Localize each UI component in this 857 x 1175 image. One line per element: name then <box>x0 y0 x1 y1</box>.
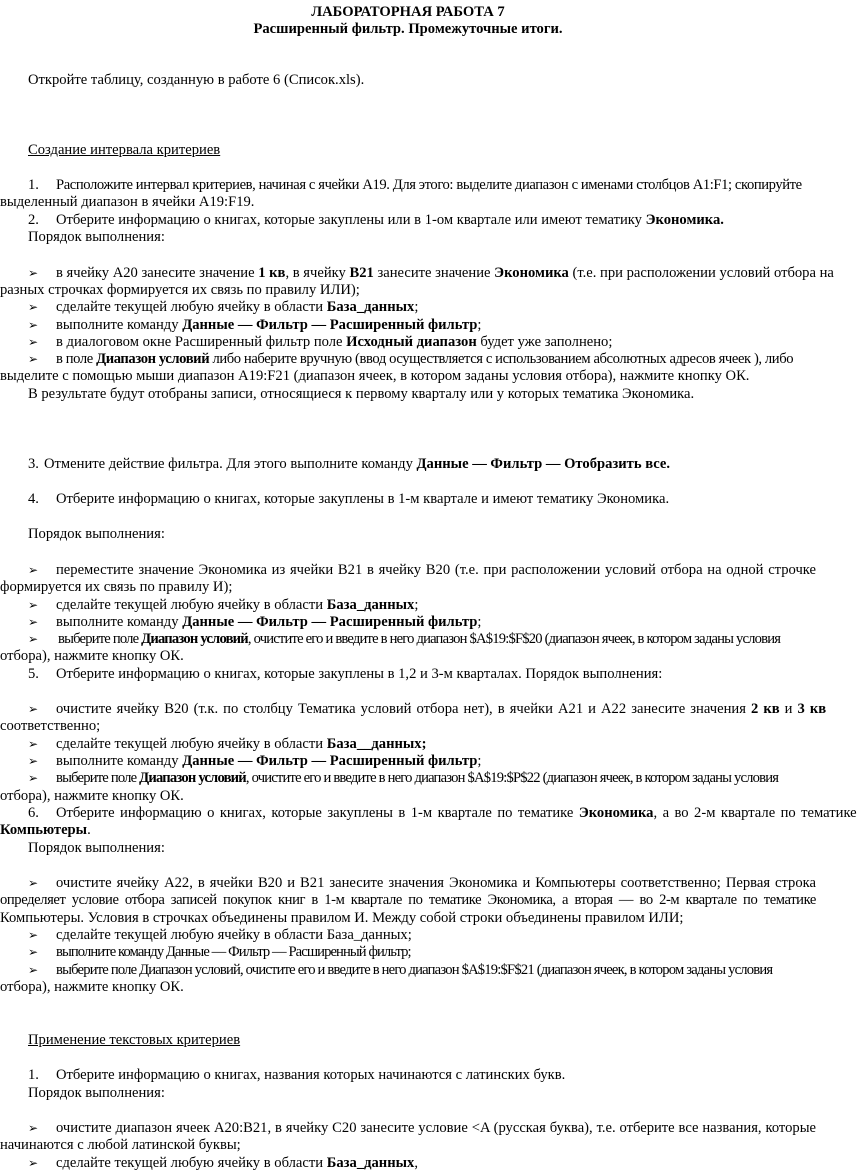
bt: в диалоговом окне Расширенный фильтр поле <box>56 334 347 350</box>
section-heading-text: Создание интервала критериев <box>28 142 221 158</box>
bt: выполните команду <box>56 317 183 333</box>
order-text: Порядок выполнения: <box>28 229 165 245</box>
bt: Диапазон условий <box>139 770 246 786</box>
bt: Данные — Фильтр — Расширенный фильтр <box>182 753 478 769</box>
arrowhead-bullet-icon: ➢ <box>28 945 39 959</box>
arrowhead-bullet-icon: ➢ <box>28 615 39 629</box>
item-text-plain: Отберите информацию о книгах, которые закуплены или в 1-ом квартале или имеют тематику <box>56 212 646 228</box>
bt: Данные — Фильтр — Расширенный фильтр <box>182 614 478 630</box>
item-number: 6. <box>28 805 39 821</box>
item-number: 1. <box>28 177 39 193</box>
bt: сделайте текущей любую ячейку в области <box>56 1155 327 1171</box>
bt: Данные — Фильтр — Расширенный фильтр <box>182 317 478 333</box>
bullet-text <box>56 614 481 631</box>
bullet-text <box>56 770 778 787</box>
arrowhead-bullet-icon: ➢ <box>28 876 39 890</box>
bt: Экономика <box>494 265 569 281</box>
bt: 2 кв <box>750 701 780 717</box>
bt: в ячейку A20 занесите значение <box>56 265 259 281</box>
order-text: Порядок выполнения: <box>28 840 165 856</box>
arrowhead-bullet-icon: ➢ <box>28 335 39 349</box>
bullet-text: разных строчках формируется их связь по правилу ИЛИ); <box>0 282 360 298</box>
item-text: Расположите интервал критериев, начиная с ячейки A19. Для этого: выделите диапазон с именами столбцов A1:F1; скопируйте <box>56 177 802 193</box>
bt: Диапазон условий <box>141 631 248 647</box>
it: Отмените действие фильтра. Для этого выполните команду <box>44 456 417 472</box>
bt: 3 кв <box>797 701 827 717</box>
bt: Исходный диапазон <box>346 334 477 350</box>
arrowhead-bullet-icon: ➢ <box>28 963 39 977</box>
bt: База_данных <box>326 597 415 613</box>
intro-text: Откройте таблицу, созданную в работе 6 (Список.xls). <box>28 72 365 88</box>
document-title: ЛАБОРАТОРНАЯ РАБОТА 7 <box>311 4 505 20</box>
bullet-text: определяет условие отбора записей покупок книг в 1-м квартале по тематике Экономика, а вторая — во 2-м квартале по тематике <box>0 892 816 908</box>
arrowhead-bullet-icon: ➢ <box>28 754 39 768</box>
item-text: Отберите информацию о книгах, которые закуплены в 1,2 и 3-м кварталах. Порядок выполнения: <box>56 666 663 682</box>
bullet-text: сделайте текущей любую ячейку в области База_данных; <box>56 927 412 943</box>
bullet-text: выполните команду Данные — Фильтр — Расширенный фильтр; <box>56 944 411 960</box>
bt: ; <box>477 614 482 630</box>
bt: База_данных <box>326 299 415 315</box>
bt: , в ячейку <box>285 265 350 281</box>
bullet-text: выделите с помощью мыши диапазон A19:F21 (диапазон ячеек, в котором заданы условия отбора), нажмите кнопку ОК. <box>0 368 750 384</box>
item-text <box>56 805 857 822</box>
bullet-text <box>58 631 780 648</box>
arrowhead-bullet-icon: ➢ <box>28 928 39 942</box>
bt: выполните команду <box>56 753 183 769</box>
bt: , очистите его и введите в него диапазон $A$19:$P$22 (диапазон ячеек, в котором заданы условия <box>245 770 779 786</box>
bullet-text: отбора), нажмите кнопку ОК. <box>0 788 184 804</box>
bullet-text: Компьютеры. Условия в строчках объединены правилом И. Между собой строки объединены правилом ИЛИ; <box>0 910 684 926</box>
arrowhead-bullet-icon: ➢ <box>28 563 39 577</box>
bullet-text: выберите поле Диапазон условий, очистите его и введите в него диапазон $A$19:$F$21 (диапазон ячеек, в котором заданы условия <box>56 962 773 978</box>
item-number: 5. <box>28 666 39 682</box>
bt: выполните команду <box>56 614 183 630</box>
bt: занесите значение <box>373 265 495 281</box>
bt: сделайте текущей любую ячейку в области <box>56 597 327 613</box>
bt: , очистите его и введите в него диапазон $A$19:$F$20 (диапазон ячеек, в котором заданы условия <box>247 631 781 647</box>
bt: сделайте текущей любую ячейку в области <box>56 299 327 315</box>
bt: ; <box>414 597 419 613</box>
bullet-text: очистите диапазон ячеек A20:B21, в ячейку C20 занесите условие <A (русская буква), т.е. отберите все названия, которые <box>56 1120 816 1136</box>
bullet-text: отбора), нажмите кнопку ОК. <box>0 648 184 664</box>
bt: ; <box>477 317 482 333</box>
bullet-text <box>56 597 418 614</box>
arrowhead-bullet-icon: ➢ <box>28 300 39 314</box>
bt: в поле <box>56 351 97 367</box>
bt: 1 кв <box>258 265 286 281</box>
item-text: выделенный диапазон в ячейки A19:F19. <box>0 194 255 210</box>
arrowhead-bullet-icon: ➢ <box>28 266 39 280</box>
bullet-text <box>56 701 826 718</box>
item-text <box>56 212 724 229</box>
bullet-text: формируется их связь по правилу И); <box>0 579 233 595</box>
arrowhead-bullet-icon: ➢ <box>28 1121 39 1135</box>
arrowhead-bullet-icon: ➢ <box>28 737 39 751</box>
bullet-text: отбора), нажмите кнопку ОК. <box>0 979 184 995</box>
item-text <box>44 456 670 473</box>
it: Экономика <box>578 805 654 821</box>
arrowhead-bullet-icon: ➢ <box>28 352 39 366</box>
arrowhead-bullet-icon: ➢ <box>28 702 39 716</box>
document-subtitle: Расширенный фильтр. Промежуточные итоги. <box>253 21 563 37</box>
bt: B21 <box>349 265 374 281</box>
item-number: 2. <box>28 212 39 228</box>
bullet-text <box>56 299 418 316</box>
item-text-bold: Экономика. <box>645 212 724 228</box>
bt: (т.е. при расположении условий отбора на <box>568 265 834 281</box>
order-text: Порядок выполнения: <box>28 526 165 542</box>
bullet-text: очистите ячейку A22, в ячейки B20 и B21 занесите значения Экономика и Компьютеры соответственно; Первая строка <box>56 875 816 891</box>
bt: будет уже заполнено; <box>476 334 613 350</box>
bt: сделайте текущей любую ячейку в области <box>56 736 327 752</box>
bt: База_данных <box>326 1155 415 1171</box>
item-text: Отберите информацию о книгах, названия которых начинаются с латинских букв. <box>56 1067 566 1083</box>
bt: выберите поле <box>58 631 142 647</box>
bullet-text: начинаются с любой латинской буквы; <box>0 1137 241 1153</box>
bullet-text <box>56 317 481 334</box>
bullet-text <box>56 351 793 368</box>
arrowhead-bullet-icon: ➢ <box>28 771 39 785</box>
order-text: Порядок выполнения: <box>28 1085 165 1101</box>
bullet-text <box>56 265 834 282</box>
item-text <box>0 822 91 839</box>
item-number: 4. <box>28 491 39 507</box>
bullet-text <box>56 753 481 770</box>
it: . <box>87 822 91 838</box>
bt: , <box>414 1155 418 1171</box>
bt: ; <box>414 299 419 315</box>
item-text: Отберите информацию о книгах, которые закуплены в 1-м квартале и имеют тематику Экономика. <box>56 491 670 507</box>
bullet-text: переместите значение Экономика из ячейки B21 в ячейку B20 (т.е. при расположении условий отбора на одной строчке <box>56 562 816 578</box>
bt: и <box>779 701 798 717</box>
it: Данные — Фильтр — Отобразить все. <box>416 456 671 472</box>
arrowhead-bullet-icon: ➢ <box>28 598 39 612</box>
arrowhead-bullet-icon: ➢ <box>28 632 39 646</box>
it: Отберите информацию о книгах, которые закуплены в 1-м квартале по тематике <box>56 805 579 821</box>
bullet-text: соответственно; <box>0 718 101 734</box>
bullet-text <box>56 736 426 753</box>
bt: либо наберите вручную (ввод осуществляется с использованием абсолютных адресов ячеек ), либо <box>209 351 794 367</box>
it: , а во 2-м квартале по тематике <box>653 805 857 821</box>
bt: выберите поле <box>56 770 140 786</box>
bullet-text <box>56 1155 418 1172</box>
result-text: В результате будут отобраны записи, относящиеся к первому кварталу или у которых тематика Экономика. <box>28 386 695 402</box>
section-heading-text: Применение текстовых критериев <box>28 1032 241 1048</box>
it: Компьютеры <box>0 822 88 838</box>
bt: ; <box>477 753 482 769</box>
bt: очистите ячейку B20 (т.к. по столбцу Тематика условий отбора нет), в ячейки A21 и A22 занесите значения <box>56 701 751 717</box>
arrowhead-bullet-icon: ➢ <box>28 318 39 332</box>
item-number: 3. <box>28 456 39 472</box>
bullet-text <box>56 334 612 351</box>
arrowhead-bullet-icon: ➢ <box>28 1156 39 1170</box>
item-number: 1. <box>28 1067 39 1083</box>
bt: База__данных; <box>326 736 427 752</box>
bt: Диапазон условий <box>96 351 210 367</box>
